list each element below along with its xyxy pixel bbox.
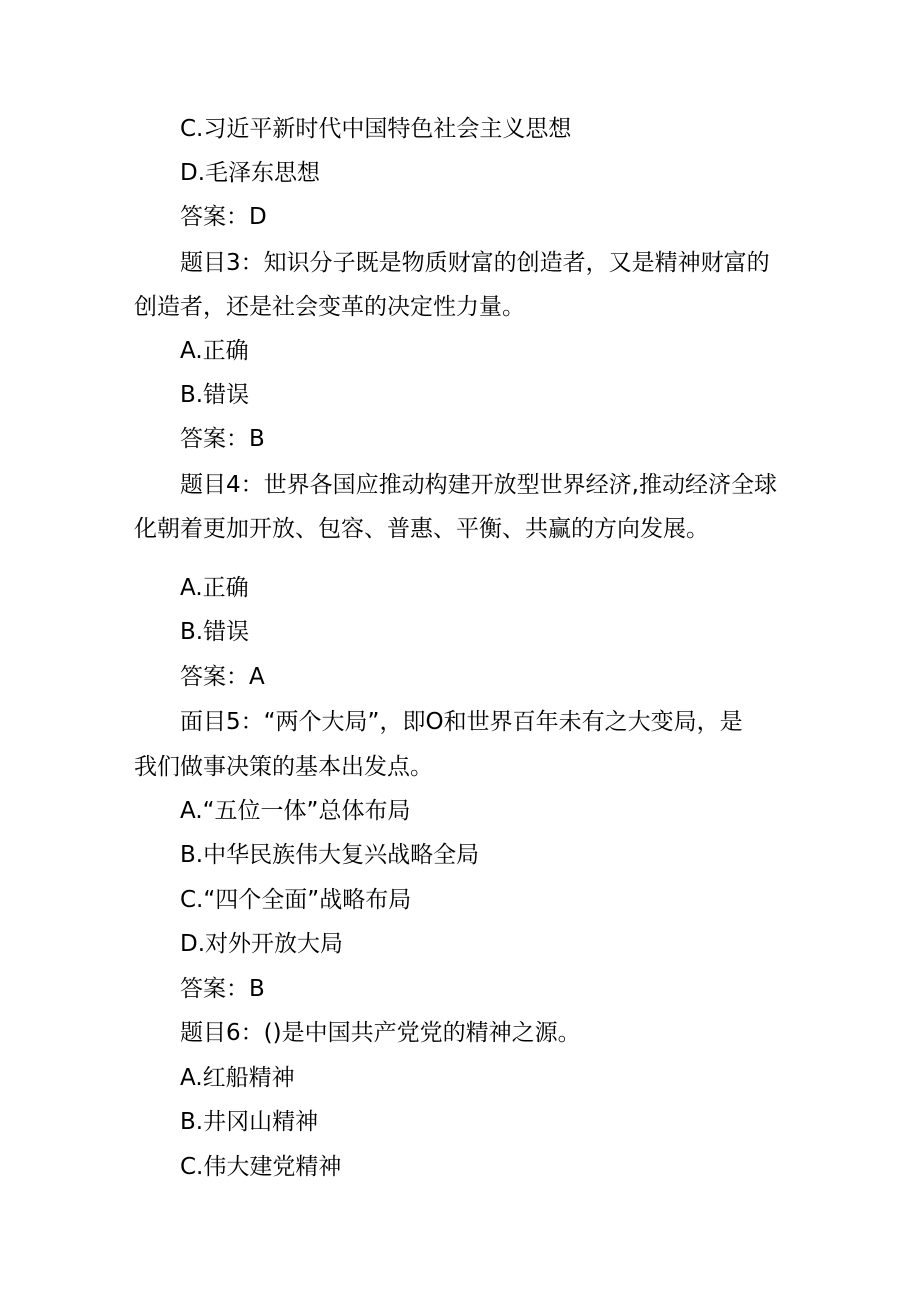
option-c-q6: C.伟大建党精神 <box>180 1154 342 1180</box>
option-b-q6: B.井冈山精神 <box>180 1109 319 1135</box>
question-4-line-2: 化朝着更加开放、包容、普惠、平衡、共赢的方向发展。 <box>134 516 709 542</box>
answer-q4: 答案：A <box>180 664 265 690</box>
option-a-q5: A.“五位一体”总体布局 <box>180 798 411 824</box>
question-6: 题目6：()是中国共产党党的精神之源。 <box>180 1020 581 1046</box>
answer-q3: 答案：B <box>180 426 265 452</box>
question-5-line-2: 我们做事决策的基本出发点。 <box>134 754 433 780</box>
option-d-q2: D.毛泽东思想 <box>180 160 321 186</box>
question-3-line-1: 题目3：知识分子既是物质财富的创造者，又是精神财富的 <box>180 250 770 276</box>
option-a-q3: A.正确 <box>180 338 249 364</box>
answer-q2: 答案：D <box>180 204 267 230</box>
question-3-line-2: 创造者，还是社会变革的决定性力量。 <box>134 294 525 320</box>
option-b-q4: B.错误 <box>180 619 250 645</box>
question-4-line-1: 题目4：世界各国应推动构建开放型世界经济,推动经济全球 <box>180 472 777 498</box>
question-5-line-1: 面目5：“两个大局”，即O和世界百年未有之大变局，是 <box>180 709 743 735</box>
option-c-q2: C.习近平新时代中国特色社会主义思想 <box>180 116 572 142</box>
option-b-q3: B.错误 <box>180 382 250 408</box>
answer-q5: 答案：B <box>180 976 265 1002</box>
option-c-q5: C.“四个全面”战略布局 <box>180 887 412 913</box>
option-d-q5: D.对外开放大局 <box>180 931 344 957</box>
option-a-q4: A.正确 <box>180 575 249 601</box>
option-a-q6: A.红船精神 <box>180 1065 295 1091</box>
option-b-q5: B.中华民族伟大复兴战略全局 <box>180 842 480 868</box>
